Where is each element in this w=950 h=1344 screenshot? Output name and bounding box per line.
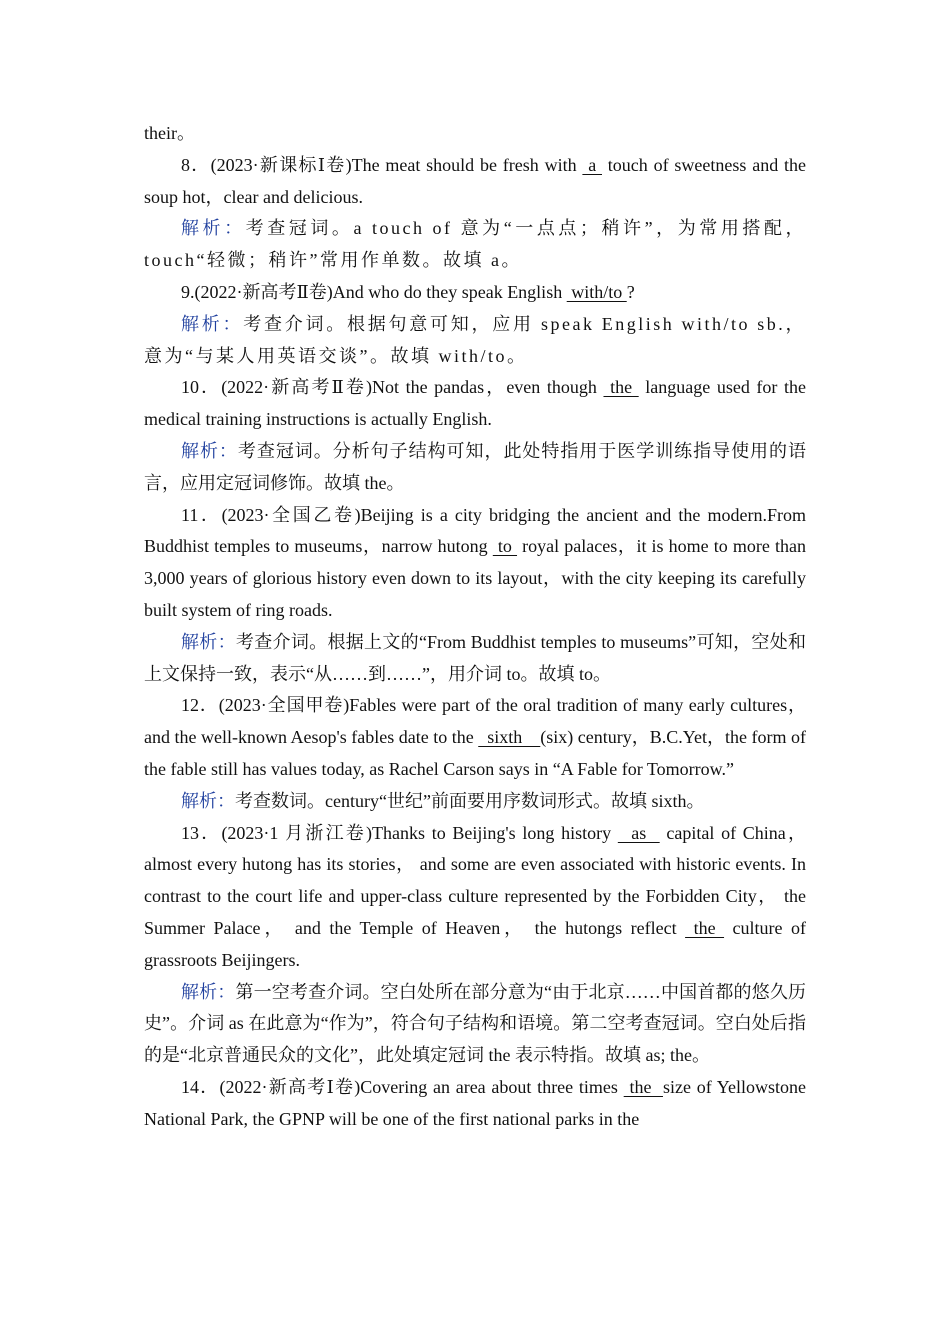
answer-blank: the — [623, 1076, 663, 1097]
question-14 — [144, 1072, 806, 1136]
continuation-text: their。 — [144, 123, 195, 143]
question-source: (2023·全国甲卷) — [218, 695, 350, 716]
question-number: 10． — [181, 377, 222, 398]
question-text: The meat should be fresh with — [351, 154, 583, 175]
question-text: Fables were part of the oral tradition of many early cultures， and the well-known Aesop's fables date to the — [144, 695, 806, 748]
analysis-10 — [144, 436, 806, 500]
document-page — [144, 118, 806, 1136]
question-text: size of Yellowstone National Park, the GPNP will be one of the first national parks in the — [144, 1076, 806, 1129]
analysis-text: 考查冠词。a touch of 意为“一点点；稍许”，为常用搭配，touch“轻微；稍许”常用作单数。故填 a。 — [144, 218, 806, 271]
analysis-label: 解析： — [181, 981, 236, 1002]
question-13 — [144, 818, 806, 977]
analysis-11 — [144, 627, 806, 691]
analysis-text: 考查介词。根据上文的“From Buddhist temples to museums”可知，空处和上文保持一致，表示“从……到……”，用介词 to。故填 to。 — [144, 631, 807, 684]
analysis-12 — [144, 786, 806, 818]
answer-blank-2: the — [685, 917, 725, 938]
question-number: 9. — [181, 281, 195, 302]
answer-blank: as — [617, 822, 660, 843]
answer-blank: to — [492, 536, 518, 557]
question-source: (2023·1 月浙江卷) — [221, 822, 372, 843]
analysis-label: 解析： — [181, 440, 238, 461]
question-text: Thanks to Beijing's long history — [372, 822, 618, 843]
analysis-text: 考查数词。century“世纪”前面要用序数词形式。故填 sixth。 — [235, 790, 705, 811]
answer-blank: a — [582, 154, 602, 175]
question-9 — [144, 277, 806, 309]
question-text: capital of China， almost every hutong has its stories， and some are even associated with historic events. In contrast to the court life and upper-class culture represented by the Forbidden City， the Summer Palace， and the Temple of Heaven， the hutongs reflect — [144, 822, 806, 938]
question-text: royal palaces，it is home to more than 3,000 years of glorious history even down to its layout，with the city keeping its carefully built system of ring roads. — [144, 536, 806, 620]
analysis-text: 考查介词。根据句意可知，应用 speak English with/to sb.，意为“与某人用英语交谈”。故填 with/to。 — [144, 313, 806, 366]
answer-blank: the — [603, 377, 639, 398]
analysis-13 — [144, 977, 806, 1072]
analysis-label: 解析： — [181, 313, 244, 334]
question-8 — [144, 150, 806, 214]
question-text: culture of grassroots Beijingers. — [144, 917, 806, 970]
question-number: 8． — [181, 154, 211, 175]
question-number: 13． — [181, 822, 222, 843]
analysis-label: 解析： — [181, 218, 246, 239]
question-text: Beijing is a city bridging the ancient and the modern.From Buddhist temples to museums，narrow hutong — [144, 504, 806, 557]
analysis-label: 解析： — [181, 631, 236, 652]
question-source: (2023·新课标Ⅰ卷) — [210, 154, 352, 175]
question-number: 12． — [181, 695, 219, 716]
question-source: (2022·新高考Ⅱ卷) — [194, 281, 333, 302]
answer-blank: sixth — [478, 727, 541, 748]
question-number: 11． — [181, 504, 222, 525]
question-source: (2022·新高考Ⅰ卷) — [219, 1076, 361, 1097]
question-11 — [144, 500, 806, 627]
analysis-text: 考查冠词。分析句子结构可知，此处特指用于医学训练指导使用的语言，应用定冠词修饰。故填 the。 — [144, 440, 806, 493]
question-source: (2022·新高考Ⅱ卷) — [221, 377, 372, 398]
question-source: (2023·全国乙卷) — [221, 504, 361, 525]
question-text: (six) century，B.C.Yet，the form of the fable still has values today, as Rachel Carson says in “A Fable for Tomorrow.” — [144, 727, 806, 779]
question-text: Covering an area about three times — [360, 1076, 624, 1097]
analysis-9 — [144, 309, 806, 373]
question-12 — [144, 690, 806, 785]
analysis-8 — [144, 213, 806, 277]
question-number: 14． — [181, 1076, 220, 1097]
question-text: language used for the medical training instructions is actually English. — [144, 377, 806, 430]
analysis-text: 第一空考查介词。空白处所在部分意为“由于北京……中国首都的悠久历史”。介词 as 在此意为“作为”，符合句子结构和语境。第二空考查冠词。空白处后指的是“北京普通民众的文化”，此处填定冠词 the 表示特指。故填 as; the。 — [144, 981, 807, 1066]
question-10 — [144, 372, 806, 436]
answer-blank: with/to — [566, 281, 627, 302]
question-text: And who do they speak English — [332, 281, 567, 302]
analysis-label: 解析： — [181, 790, 235, 811]
question-text: touch of sweetness and the soup hot，clear and delicious. — [144, 154, 806, 207]
question-text: ? — [626, 281, 635, 302]
question-text: Not the pandas，even though — [371, 377, 604, 398]
